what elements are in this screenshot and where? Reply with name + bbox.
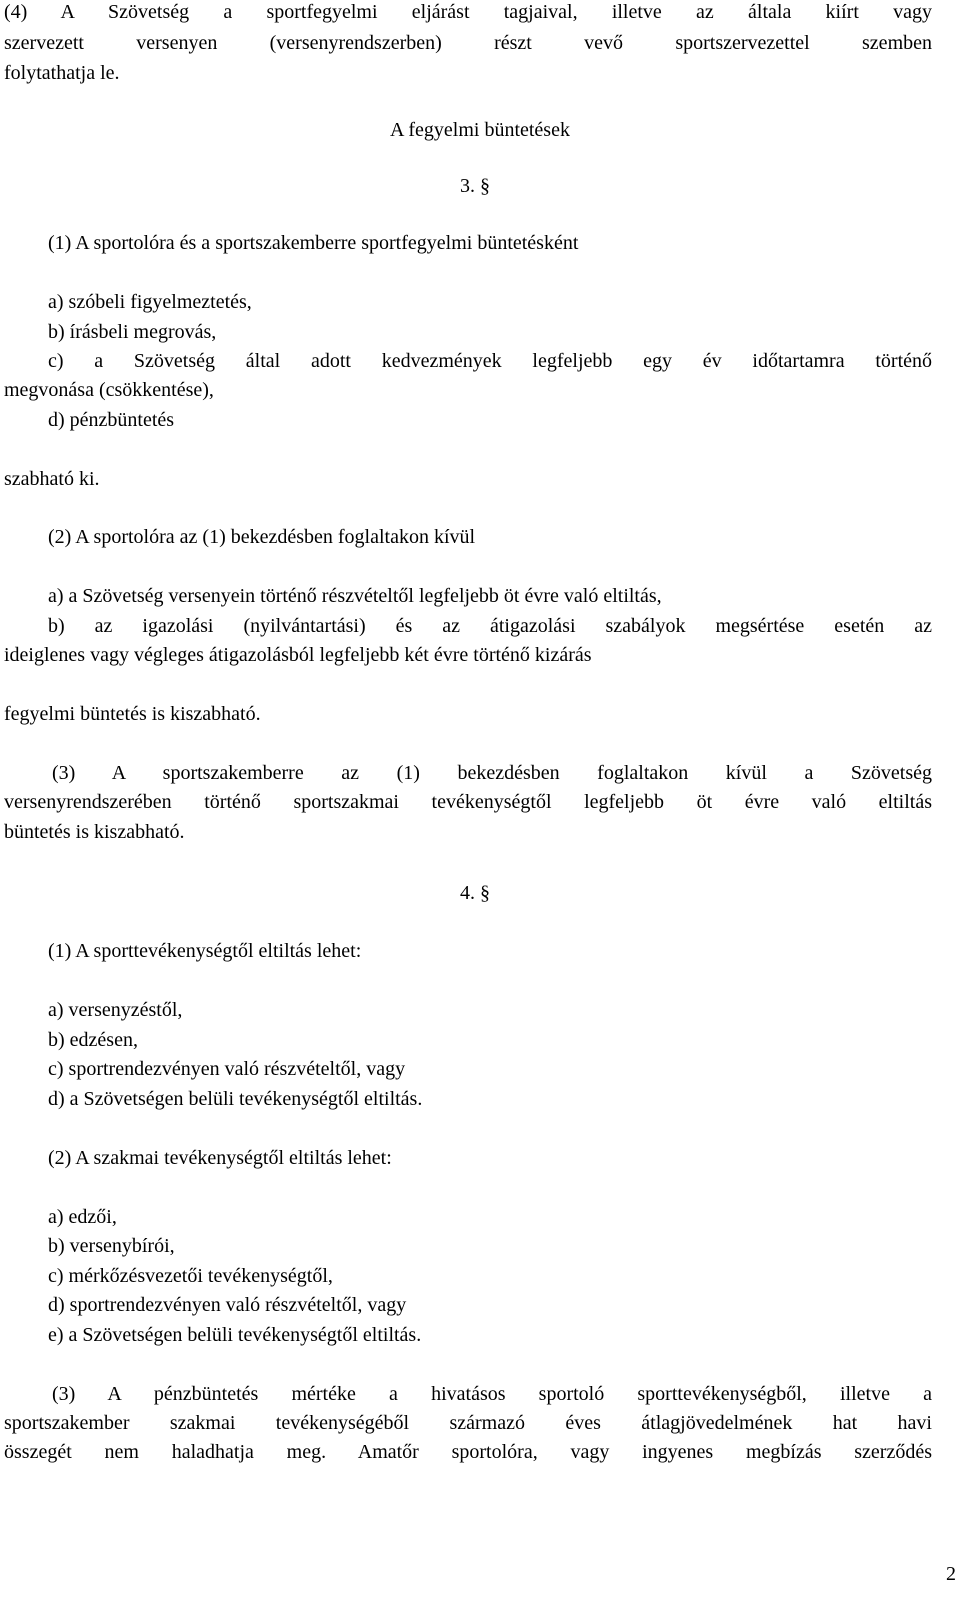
s3-p1-item-c: c) a Szövetség által adott kedvezmények legfeljebb egy év időtartamra történő — [48, 350, 932, 372]
s4-p3-line-3: összegét nem haladhatja meg. Amatőr sportolóra, vagy ingyenes megbízás szerződés — [4, 1441, 932, 1463]
s3-p3-line-1: (3) A sportszakemberre az (1) bekezdésben foglaltakon kívül a Szövetség — [52, 762, 932, 784]
s3-p2-intro: (2) A sportolóra az (1) bekezdésben foglaltakon kívül — [48, 526, 476, 548]
s4-p2-item-a: a) edzői, — [48, 1206, 117, 1228]
s3-p2-item-a: a) a Szövetség versenyein történő részvételtől legfeljebb öt évre való eltiltás, — [48, 585, 662, 607]
s3-p1-item-b: b) írásbeli megrovás, — [48, 321, 217, 343]
s4-p1-item-b: b) edzésen, — [48, 1029, 138, 1051]
s4-p1-item-a: a) versenyzéstől, — [48, 999, 183, 1021]
s4-p2-intro: (2) A szakmai tevékenységtől eltiltás lehet: — [48, 1147, 392, 1169]
s3-p3-line-2: versenyrendszerében történő sportszakmai tevékenységtől legfeljebb öt évre való eltiltás — [4, 791, 932, 813]
s3-p3-line-3: büntetés is kiszabható. — [4, 821, 185, 843]
s3-p2-item-b-cont: ideiglenes vagy végleges átigazolásból legfeljebb két évre történő kizárás — [4, 644, 592, 666]
s4-p1-item-d: d) a Szövetségen belüli tevékenységtől eltiltás. — [48, 1088, 423, 1110]
s3-p1-intro: (1) A sportolóra és a sportszakemberre sportfegyelmi büntetésként — [48, 232, 579, 254]
paragraph-4-line-1: (4) A Szövetség a sportfegyelmi eljárást tagjaival, illetve az általa kiírt vagy — [4, 1, 932, 23]
s4-p3-line-1: (3) A pénzbüntetés mértéke a hivatásos sportoló sporttevékenységből, illetve a — [52, 1383, 932, 1405]
s4-p2-item-b: b) versenybírói, — [48, 1235, 175, 1257]
paragraph-4-line-2: szervezett versenyen (versenyrendszerben) részt vevő sportszervezettel szemben — [4, 32, 932, 54]
s4-p2-item-e: e) a Szövetségen belüli tevékenységtől eltiltás. — [48, 1324, 422, 1346]
paragraph-4-line-3: folytathatja le. — [4, 62, 120, 84]
s3-p1-item-c-cont: megvonása (csökkentése), — [4, 379, 214, 401]
s4-p2-item-c: c) mérkőzésvezetői tevékenységtől, — [48, 1265, 333, 1287]
section-4-number: 4. § — [460, 882, 490, 904]
s3-p2-closing: fegyelmi büntetés is kiszabható. — [4, 703, 261, 725]
page-number: 2 — [946, 1563, 956, 1585]
s4-p3-line-2: sportszakember szakmai tevékenységéből származó éves átlagjövedelmének hat havi — [4, 1412, 932, 1434]
s4-p1-intro: (1) A sporttevékenységtől eltiltás lehet: — [48, 940, 362, 962]
s3-p1-item-a: a) szóbeli figyelmeztetés, — [48, 291, 252, 313]
section-3-number: 3. § — [460, 175, 490, 197]
s3-p1-item-d: d) pénzbüntetés — [48, 409, 175, 431]
s4-p2-item-d: d) sportrendezvényen való részvételtől, vagy — [48, 1294, 407, 1316]
s3-p1-closing: szabható ki. — [4, 468, 100, 490]
s4-p1-item-c: c) sportrendezvényen való részvételtől, vagy — [48, 1058, 406, 1080]
section-heading: A fegyelmi büntetések — [390, 119, 570, 141]
s3-p2-item-b: b) az igazolási (nyilvántartási) és az átigazolási szabályok megsértése esetén az — [48, 615, 932, 637]
